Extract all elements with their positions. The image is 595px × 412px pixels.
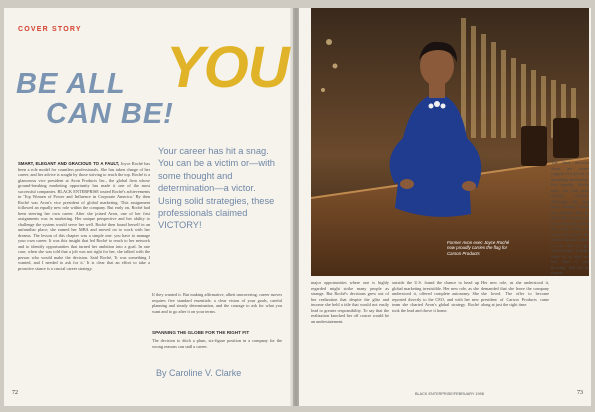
article-deck: Your career has hit a snag. You can be a victim or—with some thought and determination—a victor. Using solid strategies, these professionals claimed VICTORY! [158,146,275,231]
page-number-left: 72 [12,390,18,396]
cover-photo [311,8,589,276]
page-number-right: 73 [577,390,583,396]
headline-you: YOU [166,35,289,100]
photo-caption: Former Avon exec Joyce Roché now proudly carries the flag for Carson Products [447,240,510,256]
body-column-3: The decision to ditch a plum, six-figure position in a company for the wrong reasons can stall a career. [152,338,282,349]
body-column-1: major opportunities where one is highly regarded might strike many people as strange. But Roché's decisions grew out of her realization that despite the glitz and income she held a title that would not easily lead to greater responsibility. To say that the realization knocked her off course would be an understatement. [311,280,389,324]
left-page [4,8,293,406]
running-footer: BLACK ENTERPRISE/FEBRUARY 1998 [415,392,484,396]
body-column-2: outside the U.S. found the chance to head up global marketing irresistible. Her new role, as she understood it, offered complete autonomy. She reported directly to the CEO, and with her new team she charted Avon's global strategy. Roché took the lead and drove it home. [392,280,479,313]
body-column-1 [18,161,150,379]
byline: By Caroline V. Clarke [156,368,242,378]
body-lead-in: SMART, ELEGANT AND GRACIOUS TO A FAULT, [18,161,120,166]
body-column-3: Her new role, as she understood it, demanded that she leave the company she loved. The offer to become president of Carson Products came along at just the right time. [481,280,549,307]
section-kicker: COVER STORY [18,26,82,33]
right-page [299,8,591,406]
headline-line-2: CAN BE! [46,98,174,130]
headline-line-1: BE ALL [16,68,126,100]
body-column-2: If they wanted it. But making affirmative, albeit unwavering, career moves requires five standard essentials: a clear vision of your goals, careful planning and steady determination, and the courage to ask for what you want and to go after it on your terms. [152,292,282,314]
body-column-side: The final decision about her career capped off a period of mounting uncertainty. For months, Roché says, she had been feeling restless. Although she had risen steadily within the company, the role she really wanted was not on the table. Once she took stock of where she stood, the answer became clear: it was time to go. Said Roché, 'I didn't want to sit and not feel like I was growing.' She has no regrets. [551,160,589,275]
body-text: Joyce Roché has been a role model for countless professionals. She has taken charge of her career, and her advice is sought by those striving to reach the top. Roché is a glamorous vice president at Avon Products Inc., the global firm whose ground-breaking marketing opportunity has made it one of the most successful companies. BLACK ENTERPRISE touted Roché's achievements in 'Top Women of Power and Influence in Corporate America.' By then Roché was Avon's vice president of global marketing. This assignment followed an equally new role within the company. But early on, Roché had been steering her own career. After she joined Avon, one of her first assignments was in marketing. Her unique perspective and her ability to challenge the system would serve her well. Roché then found herself in an unfamiliar place; she earned her MBA and moved on to work with her dreams. The lesson of this chapter was a simple one: you have to manage your own career. It was this insight that led Roché to reach to her network and to identify opportunities that turned her ambition into a goal. In one case, when she was told that a job was not right for her, she talked with the person who would make the decision. Said Roché, 'It was something I wanted, and I needed to ask for it.' It is clear that an effort to take a proactive stance is a crucial career strategy. [18,161,150,271]
section-subhead: SPANNING THE GLOBE FOR THE RIGHT FIT [152,330,250,335]
